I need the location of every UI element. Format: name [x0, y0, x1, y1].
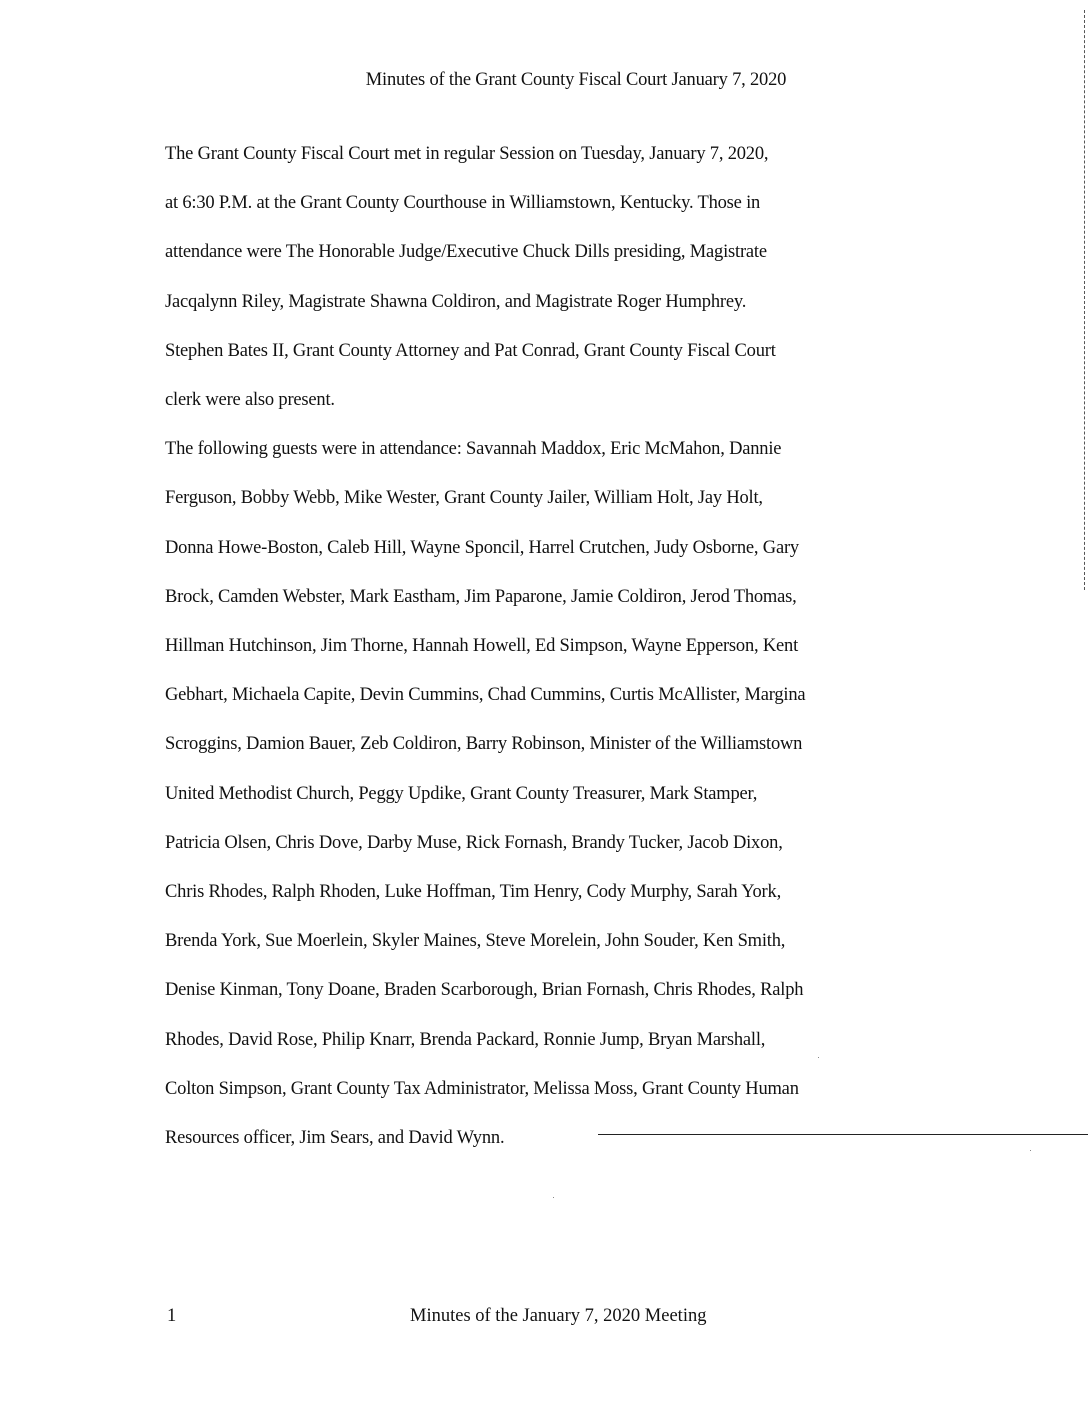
- text-line: Rhodes, David Rose, Philip Knarr, Brenda Packard, Ronnie Jump, Bryan Marshall,: [165, 1029, 766, 1050]
- text-line: Brock, Camden Webster, Mark Eastham, Jim Paparone, Jamie Coldiron, Jerod Thomas,: [165, 586, 797, 607]
- text-line: at 6:30 P.M. at the Grant County Courthouse in Williamstown, Kentucky. Those in: [165, 193, 761, 214]
- attendance-paragraph: [165, 130, 945, 425]
- text-line: Brenda York, Sue Moerlein, Skyler Maines, Steve Morelein, John Souder, Ken Smith,: [165, 931, 786, 952]
- text-line: Denise Kinman, Tony Doane, Braden Scarborough, Brian Fornash, Chris Rhodes, Ralph: [165, 980, 804, 1001]
- document-title: Minutes of the Grant County Fiscal Court January 7, 2020: [365, 70, 787, 90]
- document-body: [165, 130, 945, 1163]
- text-line: The Grant County Fiscal Court met in regular Session on Tuesday, January 7, 2020,: [165, 144, 769, 164]
- text-line: Colton Simpson, Grant County Tax Administrator, Melissa Moss, Grant County Human: [165, 1078, 799, 1099]
- text-line: Stephen Bates II, Grant County Attorney and Pat Conrad, Grant County Fiscal Court: [165, 340, 776, 361]
- page-header: [0, 70, 1091, 91]
- text-line: Patricia Olsen, Chris Dove, Darby Muse, Rick Fornash, Brandy Tucker, Jacob Dixon,: [165, 832, 783, 853]
- text-line: United Methodist Church, Peggy Updike, Grant County Treasurer, Mark Stamper,: [165, 783, 758, 804]
- text-line: Resources officer, Jim Sears, and David Wynn.: [165, 1128, 505, 1149]
- scan-speck: [553, 1197, 554, 1198]
- footer-title: Minutes of the January 7, 2020 Meeting: [410, 1306, 707, 1326]
- scan-edge-line: [1084, 10, 1085, 590]
- text-line: Donna Howe-Boston, Caleb Hill, Wayne Sponcil, Harrel Crutchen, Judy Osborne, Gary: [165, 537, 799, 558]
- guests-paragraph: [165, 425, 945, 1163]
- text-line: Hillman Hutchinson, Jim Thorne, Hannah Howell, Ed Simpson, Wayne Epperson, Kent: [165, 636, 799, 657]
- text-line: Chris Rhodes, Ralph Rhoden, Luke Hoffman, Tim Henry, Cody Murphy, Sarah York,: [165, 882, 781, 903]
- text-line: Jacqalynn Riley, Magistrate Shawna Coldiron, and Magistrate Roger Humphrey.: [165, 291, 747, 312]
- text-line: clerk were also present.: [165, 390, 335, 411]
- page-number: 1: [167, 1306, 177, 1326]
- scan-speck: [818, 1057, 819, 1058]
- text-line: Gebhart, Michaela Capite, Devin Cummins, Chad Cummins, Curtis McAllister, Margina: [165, 685, 806, 706]
- text-line: attendance were The Honorable Judge/Executive Chuck Dills presiding, Magistrate: [165, 242, 767, 263]
- text-line: Ferguson, Bobby Webb, Mike Wester, Grant County Jailer, William Holt, Jay Holt,: [165, 488, 763, 509]
- signature-line: [598, 1134, 1088, 1135]
- text-line: The following guests were in attendance: Savannah Maddox, Eric McMahon, Dannie: [165, 439, 782, 460]
- scan-speck: [1030, 1150, 1031, 1151]
- text-line: Scroggins, Damion Bauer, Zeb Coldiron, Barry Robinson, Minister of the Williamstown: [165, 734, 803, 755]
